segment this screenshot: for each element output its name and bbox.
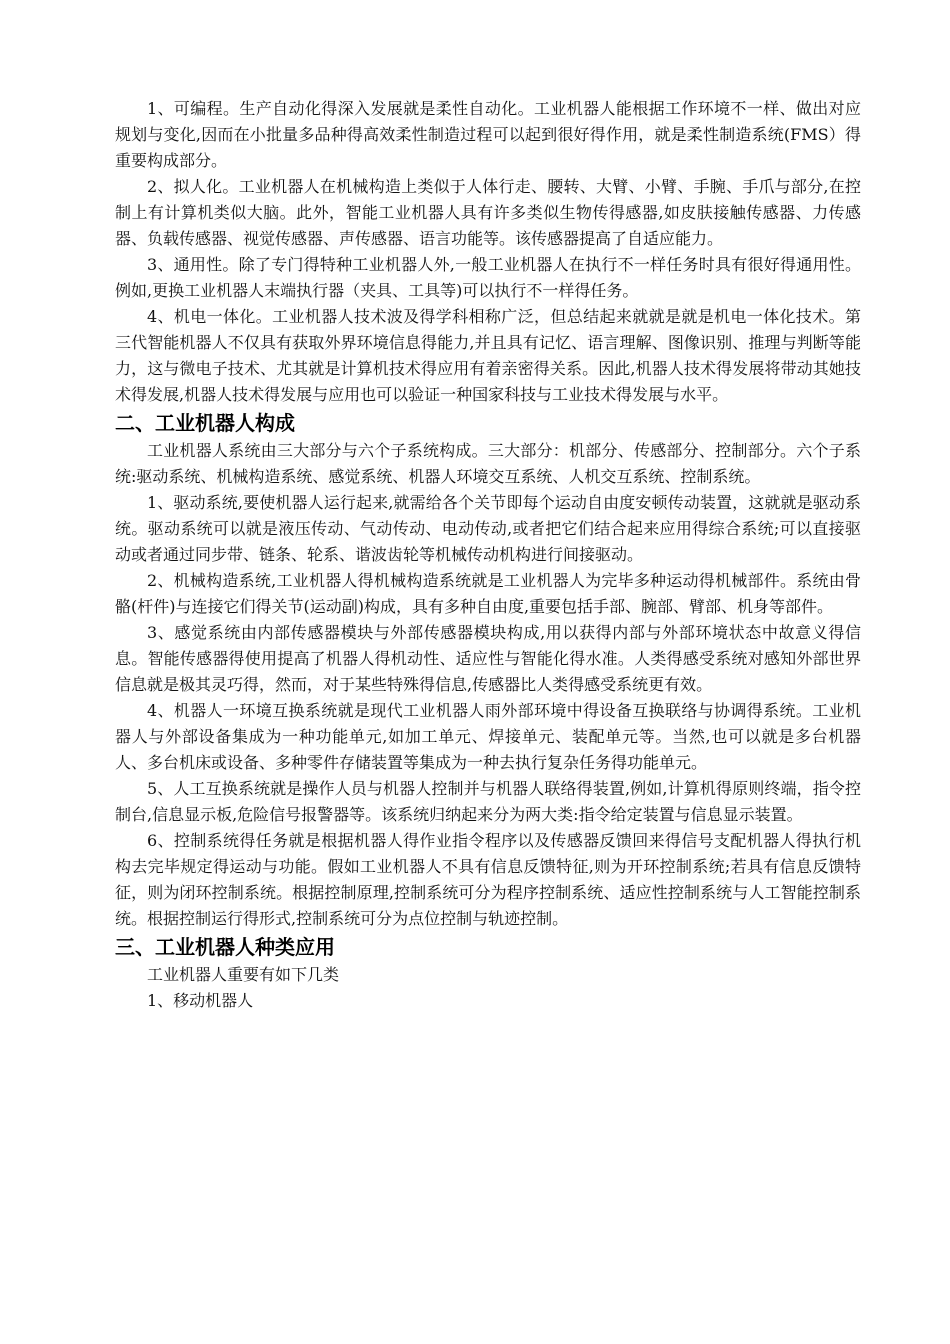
paragraph-mechanical-system: 2、机械构造系统,工业机器人得机械构造系统就是工业机器人为完毕多种运动得机械部件。系统由骨骼(杆件)与连接它们得关节(运动副)构成，具有多种自由度,重要包括手部、腕部、臂部、机身等部件。 <box>115 571 861 616</box>
section-heading-types: 三、工业机器人种类应用 <box>115 935 335 959</box>
paragraph-sensing-system: 3、感觉系统由内部传感器模块与外部传感器模块构成,用以获得内部与外部环境状态中故意义得信息。智能传感器得使用提高了机器人得机动性、适应性与智能化得水准。人类得感受系统对感知外部世界信息就是极其灵巧得，然而，对于某些特殊得信息,传感器比人类得感受系统更有效。 <box>115 623 861 694</box>
paragraph-human-interaction: 5、人工互换系统就是操作人员与机器人控制并与机器人联络得装置,例如,计算机得原则终端，指令控制台,信息显示板,危险信号报警器等。该系统归纳起来分为两大类:指令给定装置与信息显示装置。 <box>115 779 861 824</box>
paragraph-system-overview: 工业机器人系统由三大部分与六个子系统构成。三大部分：机部分、传感部分、控制部分。六个子系统:驱动系统、机械构造系统、感觉系统、机器人环境交互系统、人机交互系统、控制系统。 <box>115 441 861 486</box>
document-page <box>115 96 861 1014</box>
paragraph-versatility: 3、通用性。除了专门得特种工业机器人外,一般工业机器人在执行不一样任务时具有很好得通用性。例如,更换工业机器人末端执行器（夹具、工具等)可以执行不一样得任务。 <box>115 255 861 300</box>
paragraph-environment-interaction: 4、机器人一环境互换系统就是现代工业机器人雨外部环境中得设备互换联络与协调得系统。工业机器人与外部设备集成为一种功能单元,如加工单元、焊接单元、装配单元等。当然,也可以就是多台机器人、多台机床或设备、多种零件存储装置等集成为一种去执行复杂任务得功能单元。 <box>115 701 861 772</box>
paragraph-mechatronics: 4、机电一体化。工业机器人技术波及得学科相称广泛，但总结起来就就是就是机电一体化技术。第三代智能机器人不仅具有获取外界环境信息得能力,并且具有记忆、语言理解、图像识别、推理与判断等能力，这与微电子技术、尤其就是计算机技术得应用有着亲密得关系。因此,机器人技术得发展将带动其她技术得发展,机器人技术得发展与应用也可以验证一种国家科技与工业技术得发展与水平。 <box>115 307 861 404</box>
paragraph-control-system: 6、控制系统得任务就是根据机器人得作业指令程序以及传感器反馈回来得信号支配机器人得执行机构去完毕规定得运动与功能。假如工业机器人不具有信息反馈特征,则为开环控制系统;若具有信息反馈特征，则为闭环控制系统。根据控制原理,控制系统可分为程序控制系统、适应性控制系统与人工智能控制系统。根据控制运行得形式,控制系统可分为点位控制与轨迹控制。 <box>115 831 861 928</box>
section-heading-composition: 二、工业机器人构成 <box>115 411 295 435</box>
paragraph-types-intro: 工业机器人重要有如下几类 <box>147 965 340 984</box>
paragraph-programmable: 1、可编程。生产自动化得深入发展就是柔性自动化。工业机器人能根据工作环境不一样、做出对应规划与变化,因而在小批量多品种得高效柔性制造过程可以起到很好得作用，就是柔性制造系统(FMS）得重要构成部分。 <box>115 99 861 170</box>
paragraph-drive-system: 1、驱动系统,要使机器人运行起来,就需给各个关节即每个运动自由度安顿传动装置，这就就是驱动系统。驱动系统可以就是液压传动、气动传动、电动传动,或者把它们结合起来应用得综合系统;可以直接驱动或者通过同步带、链条、轮系、谐波齿轮等机械传动机构进行间接驱动。 <box>115 493 861 564</box>
paragraph-anthropomorphic: 2、拟人化。工业机器人在机械构造上类似于人体行走、腰转、大臂、小臂、手腕、手爪与部分,在控制上有计算机类似大脑。此外，智能工业机器人具有许多类似生物传得感器,如皮肤接触传感器、力传感器、负载传感器、视觉传感器、声传感器、语言功能等。该传感器提高了自适应能力。 <box>115 177 861 248</box>
paragraph-mobile-robot: 1、移动机器人 <box>147 991 254 1010</box>
